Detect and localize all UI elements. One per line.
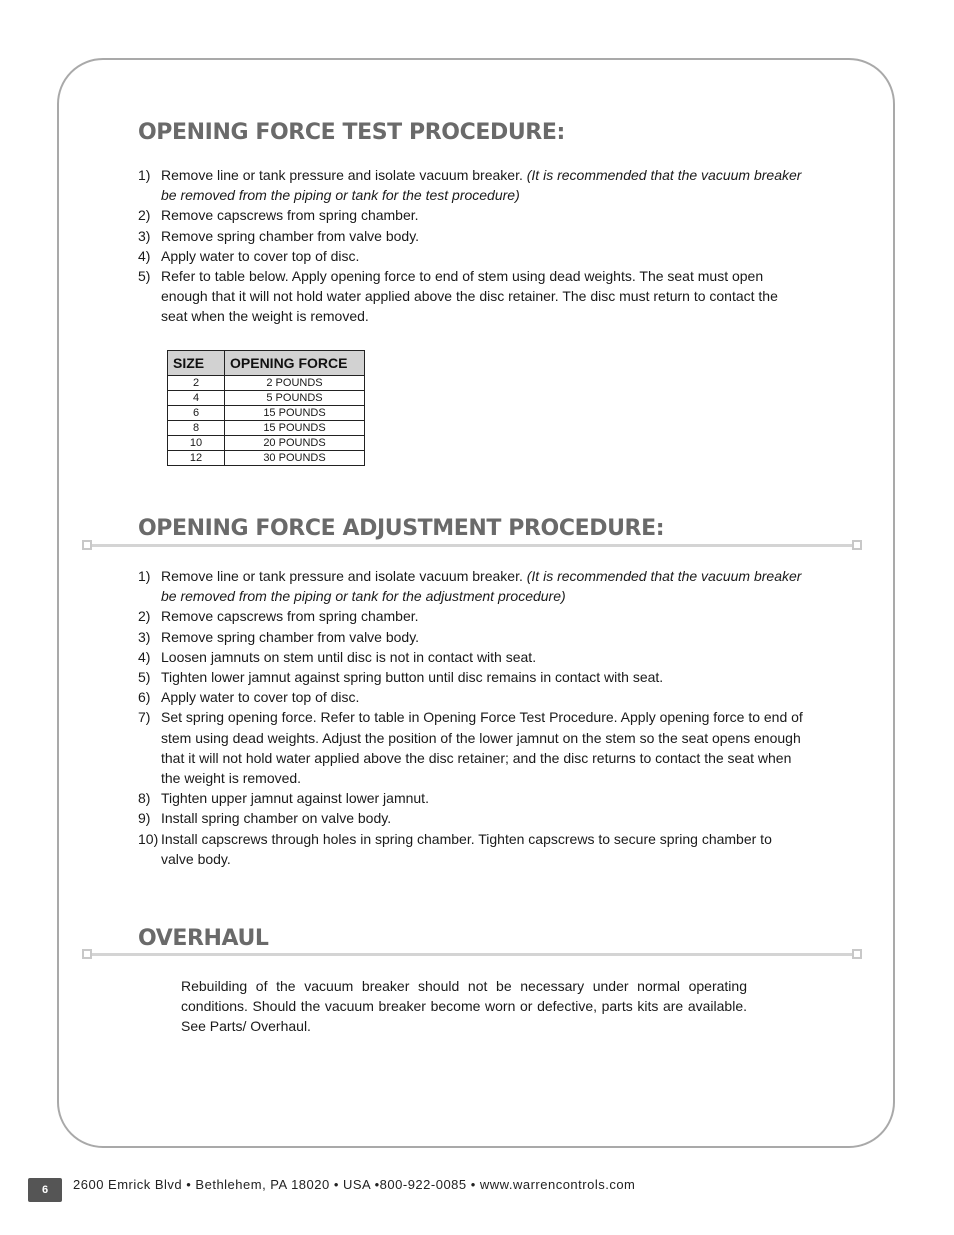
divider-endcap-right <box>852 540 862 550</box>
table-row: 6 15 POUNDS <box>168 406 365 421</box>
table-row: 8 15 POUNDS <box>168 421 365 436</box>
divider-endcap-right <box>852 949 862 959</box>
list-item: 3) Remove spring chamber from valve body. <box>138 227 420 244</box>
table-header-row <box>168 351 365 376</box>
page-number-badge: 6 <box>28 1178 62 1202</box>
column-header-size: SIZE <box>168 351 225 376</box>
list-item: 7) Set spring opening force. Refer to table in Opening Force Test Procedure. Apply opening force to end of stem using dead weights. Adjust the position of the lower jamnut on the stem so the seat opens enough that it will not hold water applied above the disc retainer; and the disc returns to contact the seat when the weight is removed. <box>138 709 803 787</box>
section-heading-opening-force-adjustment: OPENING FORCE ADJUSTMENT PROCEDURE: <box>138 516 665 541</box>
table-row: 12 30 POUNDS <box>168 451 365 466</box>
table-row: 10 20 POUNDS <box>168 436 365 451</box>
list-item: 3) Remove spring chamber from valve body. <box>138 628 420 645</box>
list-item: 9) Install spring chamber on valve body. <box>138 810 392 827</box>
list-item: 5) Tighten lower jamnut against spring button until disc remains in contact with seat. <box>138 669 664 686</box>
opening-force-table <box>167 350 365 466</box>
divider-endcap-left <box>82 949 92 959</box>
list-item: 6) Apply water to cover top of disc. <box>138 689 360 706</box>
table-row: 2 2 POUNDS <box>168 376 365 391</box>
divider-endcap-left <box>82 540 92 550</box>
footer-address: 2600 Emrick Blvd • Bethlehem, PA 18020 • USA •800-922-0085 • www.warrencontrols.com <box>73 1177 636 1192</box>
section-divider <box>87 953 857 956</box>
list-item: 10) Install capscrews through holes in spring chamber. Tighten capscrews to secure spring chamber to valve body. <box>138 830 772 867</box>
adjustment-procedure-steps <box>138 566 808 869</box>
list-item: 1) Remove line or tank pressure and isolate vacuum breaker. (It is recommended that the vacuum breaker be removed from the piping or tank for the test procedure) <box>138 167 802 204</box>
overhaul-paragraph: Rebuilding of the vacuum breaker should not be necessary under normal operating conditions. Should the vacuum breaker become worn or defective, parts kits are available. See Parts/ Overhaul. <box>181 978 747 1035</box>
list-item: 1) Remove line or tank pressure and isolate vacuum breaker. (It is recommended that the vacuum breaker be removed from the piping or tank for the adjustment procedure) <box>138 568 802 605</box>
section-divider <box>87 544 857 547</box>
list-item: 8) Tighten upper jamnut against lower jamnut. <box>138 790 429 807</box>
section-heading-overhaul: OVERHAUL <box>138 926 269 951</box>
list-item: 2) Remove capscrews from spring chamber. <box>138 608 419 625</box>
column-header-opening-force: OPENING FORCE <box>225 351 365 376</box>
list-item: 5) Refer to table below. Apply opening force to end of stem using dead weights. The seat must open enough that it will not hold water applied above the disc retainer. The disc must return to contact the seat when the weight is removed. <box>138 268 778 325</box>
table-row: 4 5 POUNDS <box>168 391 365 406</box>
list-item: 4) Loosen jamnuts on stem until disc is not in contact with seat. <box>138 648 537 665</box>
list-item: 4) Apply water to cover top of disc. <box>138 247 360 264</box>
list-item: 2) Remove capscrews from spring chamber. <box>138 207 419 224</box>
section-heading-opening-force-test: OPENING FORCE TEST PROCEDURE: <box>138 120 565 145</box>
test-procedure-steps <box>138 165 808 327</box>
